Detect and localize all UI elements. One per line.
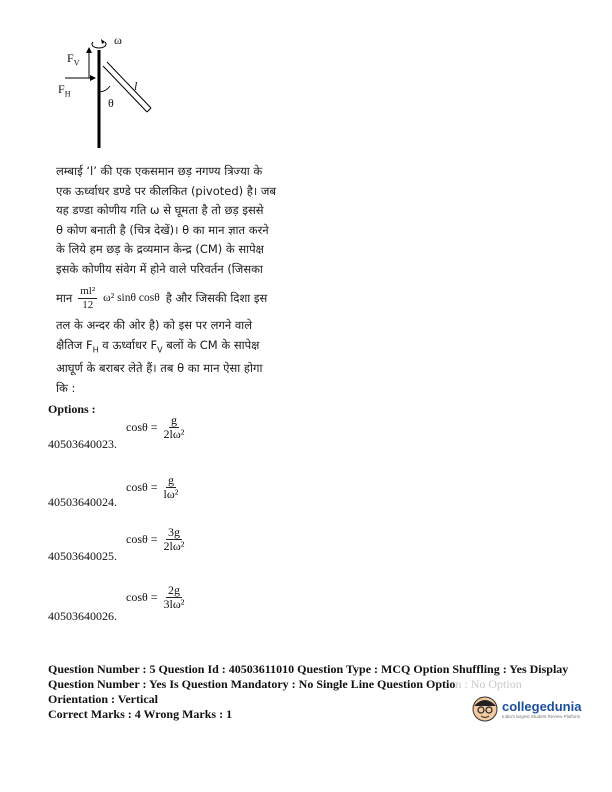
question-line: के लिये हम छड़ के द्रव्यमान केन्द्र (CM) के सापेक्ष bbox=[56, 242, 264, 256]
logo-tagline: India's largest Student Review Platform bbox=[502, 714, 581, 719]
collegedunia-logo bbox=[472, 696, 581, 722]
rotation-arc bbox=[92, 42, 106, 48]
options-heading: Options : bbox=[48, 402, 96, 416]
option-id[interactable]: 40503640025. bbox=[48, 549, 117, 563]
meta-line: Orientation : Vertical bbox=[48, 692, 158, 706]
question-line: θ कोण बनाती है (चित्र देखें)। θ का मान ज्ञात करने bbox=[56, 222, 269, 237]
question-line: तल के अन्दर की ओर है) को इस पर लगने वाले bbox=[56, 318, 253, 332]
omega-label: ω bbox=[114, 33, 122, 47]
length-label: l bbox=[134, 79, 138, 93]
mascot-icon bbox=[472, 696, 498, 722]
fv-label: $F_V$ bbox=[67, 51, 80, 68]
angle-arc bbox=[99, 86, 110, 92]
option-id[interactable]: 40503640024. bbox=[48, 495, 117, 509]
option-formula: cosθ = $\frac{g}{\text{2lω²}}$ bbox=[126, 413, 185, 441]
fv-arrowhead bbox=[86, 47, 92, 53]
question-line: यह डण्डा कोणीय गति ω से घूमता है तो छड़ इससे bbox=[56, 203, 264, 217]
option-formula: cosθ = $\frac{g}{\text{lω²}}$ bbox=[126, 473, 179, 501]
theta-label: θ bbox=[108, 96, 114, 110]
meta-line: Question Number : 5 Question Id : 40503611010 Question Type : MCQ Option Shuffling : Yes Display bbox=[48, 662, 569, 676]
logo-name: collegedunia bbox=[502, 699, 582, 714]
question-line: कि : bbox=[56, 380, 76, 395]
question-text bbox=[56, 162, 306, 398]
fh-label: $F_H$ bbox=[58, 82, 71, 99]
option-id[interactable]: 40503640023. bbox=[48, 437, 117, 451]
option-formula: cosθ = $\frac{3g}{\text{2lω²}}$ bbox=[126, 525, 185, 553]
rotation-arrowhead bbox=[101, 39, 105, 44]
question-line: क्षैतिज $F_H$ व ऊर्ध्वाधर $F_V$ बलों के CM के सापेक्ष bbox=[56, 337, 260, 354]
option-id[interactable]: 40503640026. bbox=[48, 609, 117, 623]
formula-line: मान $\frac{\text{ml²}}{12}$ ω² sinθ cosθ है और जिसकी दिशा इस bbox=[56, 285, 268, 311]
fh-arrowhead bbox=[90, 75, 96, 81]
meta-line: Question Number : Yes Is Question Mandatory : No Single Line Question Option : No Option bbox=[48, 677, 522, 691]
question-line: एक ऊर्ध्वाधर डण्डे पर कीलकित (pivoted) है। जब bbox=[56, 183, 277, 198]
meta-line: Correct Marks : 4 Wrong Marks : 1 bbox=[48, 707, 233, 721]
question-line: इसके कोणीय संवेग में होने वाले परिवर्तन (जिसका bbox=[56, 261, 263, 276]
question-line: लम्बाई ‘l’ की एक एकसमान छड़ नगण्य त्रिज्या के bbox=[56, 164, 263, 178]
question-line: आघूर्ण के बराबर लेते हैं। तब θ का मान ऐसा होगा bbox=[56, 361, 263, 376]
rod-figure bbox=[55, 30, 165, 150]
option-formula: cosθ = $\frac{2g}{\text{3lω²}}$ bbox=[126, 583, 185, 611]
